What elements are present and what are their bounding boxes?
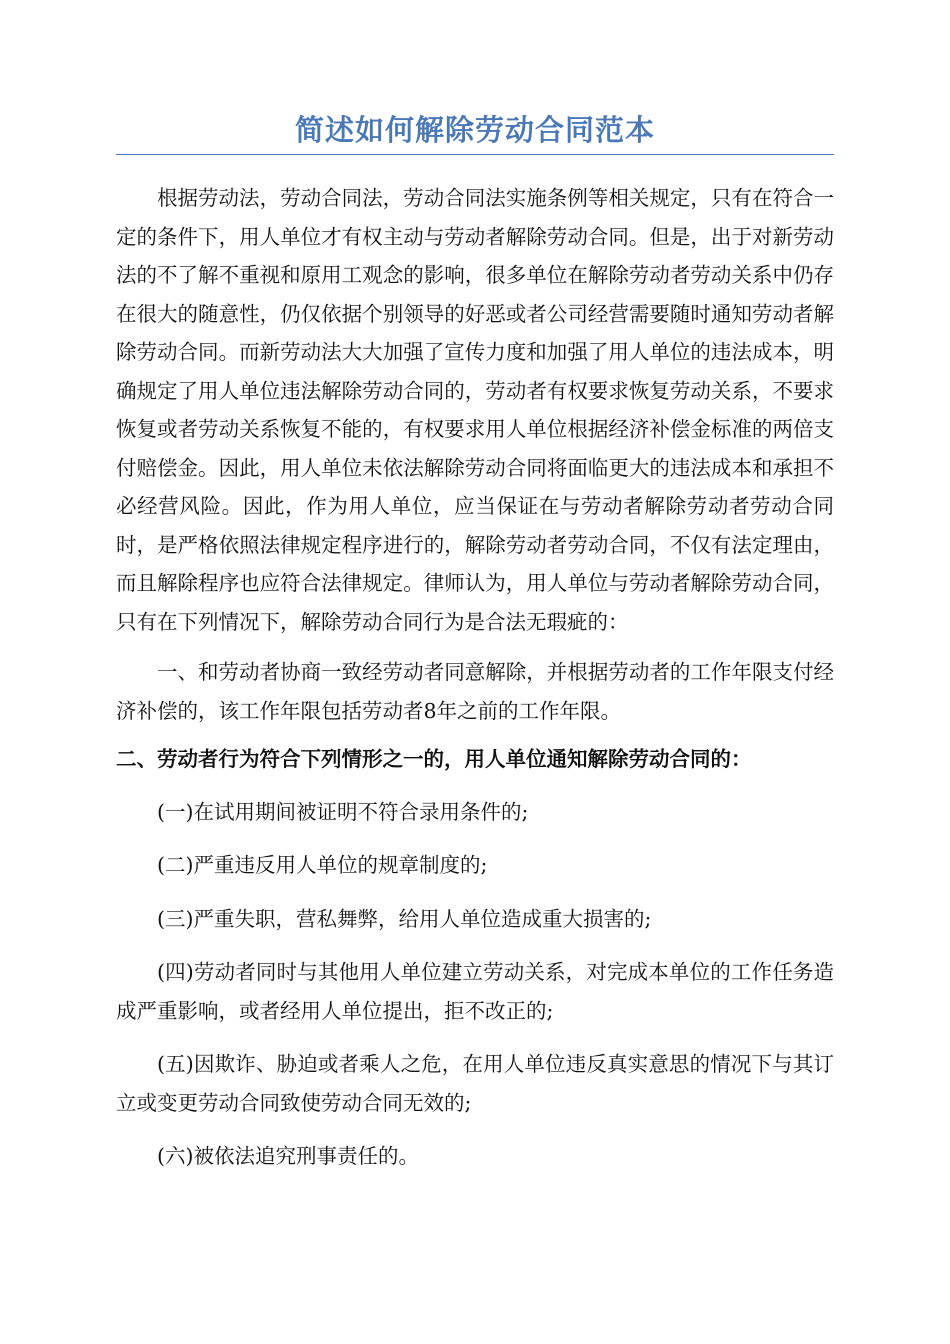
list-item: (五)因欺诈、胁迫或者乘人之危，在用人单位违反真实意思的情况下与其订立或变更劳动合同致使劳动合同无效的; — [116, 1052, 834, 1115]
document-body — [116, 179, 834, 1176]
section-two-heading: 二、劳动者行为符合下列情形之一的，用人单位通知解除劳动合同的： — [116, 747, 752, 771]
list-item: (四)劳动者同时与其他用人单位建立劳动关系，对完成本单位的工作任务造成严重影响，或者经用人单位提出，拒不改正的; — [116, 960, 834, 1023]
section-one-paragraph: 一、和劳动者协商一致经劳动者同意解除，并根据劳动者的工作年限支付经济补偿的，该工作年限包括劳动者8年之前的工作年限。 — [116, 660, 834, 723]
document-title: 简述如何解除劳动合同范本 — [116, 108, 834, 155]
list-item: (一)在试用期间被证明不符合录用条件的; — [157, 799, 529, 824]
intro-paragraph: 根据劳动法，劳动合同法，劳动合同法实施条例等相关规定，只有在符合一定的条件下，用人单位才有权主动与劳动者解除劳动合同。但是，出于对新劳动法的不了解不重视和原用工观念的影响，很多单位在解除劳动者劳动关系中仍存在很大的随意性，仍仅依据个别领导的好恶或者公司经营需要随时通知劳动者解除劳动合同。而新劳动法大大加强了宣传力度和加强了用人单位的违法成本，明确规定了用人单位违法解除劳动合同的，劳动者有权要求恢复劳动关系，不要求恢复或者劳动关系恢复不能的，有权要求用人单位根据经济补偿金标准的两倍支付赔偿金。因此，用人单位未依法解除劳动合同将面临更大的违法成本和承担不必经营风险。因此，作为用人单位，应当保证在与劳动者解除劳动者劳动合同时，是严格依照法律规定程序进行的，解除劳动者劳动合同，不仅有法定理由，而且解除程序也应符合法律规定。律师认为，用人单位与劳动者解除劳动合同，只有在下列情况下，解除劳动合同行为是合法无瑕疵的： — [116, 186, 834, 634]
list-item: (二)严重违反用人单位的规章制度的; — [157, 853, 488, 877]
list-item: (六)被依法追究刑事责任的。 — [157, 1144, 419, 1168]
document-page — [116, 108, 834, 1191]
list-item: (三)严重失职，营私舞弊，给用人单位造成重大损害的; — [157, 906, 652, 931]
